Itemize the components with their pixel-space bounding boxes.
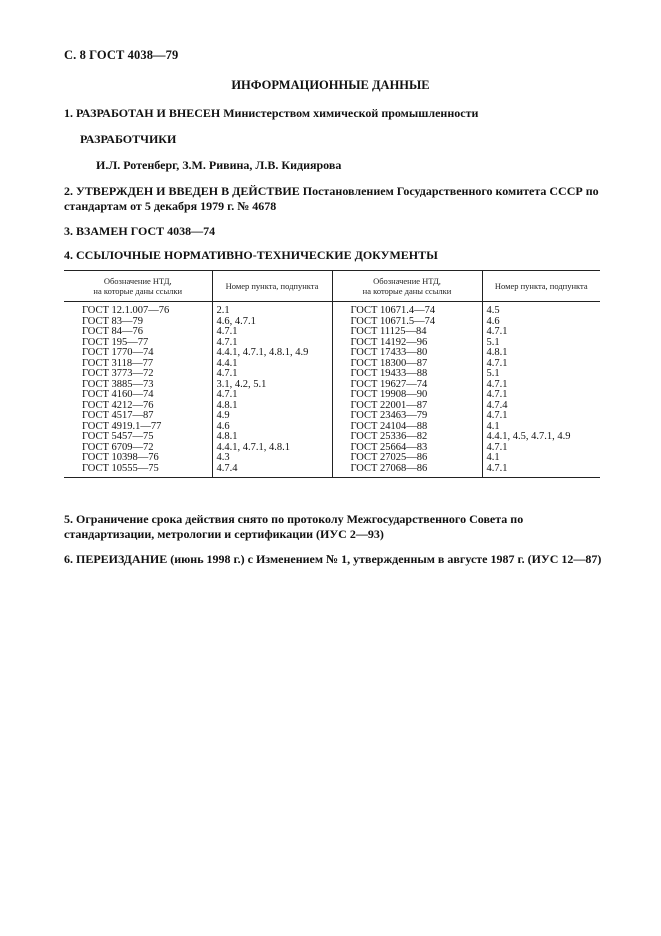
table-row <box>64 348 600 359</box>
references-table <box>64 270 600 478</box>
table-cell: 4.7.1 <box>212 338 332 349</box>
table-cell: 4.7.4 <box>212 464 332 478</box>
table-cell: 4.7.1 <box>486 326 508 337</box>
table-cell: ГОСТ 25664—83 <box>332 443 482 454</box>
developers-list: И.Л. Ротенберг, З.М. Ривина, Л.В. Кидиярова <box>96 158 342 172</box>
table-row <box>64 411 600 422</box>
table-header-row <box>64 271 600 302</box>
section-3-number: 3. <box>64 224 73 238</box>
table-cell: 4.9 <box>212 411 332 422</box>
table-cell: 4.4.1, 4.7.1, 4.8.1, 4.9 <box>212 348 332 359</box>
table-cell: 4.7.1 <box>486 441 508 453</box>
table-cell: 4.8.1 <box>212 432 332 443</box>
table-cell: ГОСТ 14192—96 <box>332 338 482 349</box>
section-3-heading: ВЗАМЕН ГОСТ 4038—74 <box>76 224 216 238</box>
table-cell: 4.4.1, 4.5, 4.7.1, 4.9 <box>486 431 571 442</box>
table-cell: 4.1 <box>486 452 500 463</box>
table-cell: 4.6, 4.7.1 <box>212 317 332 328</box>
table-cell: ГОСТ 6709—72 <box>64 443 212 454</box>
table-cell: ГОСТ 27068—86 <box>332 464 482 478</box>
section-6-number: 6. <box>64 552 73 566</box>
table-cell: ГОСТ 10671.5—74 <box>332 317 482 328</box>
section-5-number: 5. <box>64 512 73 526</box>
table-cell: 4.7.1 <box>212 327 332 338</box>
table-cell: 4.7.1 <box>486 410 508 421</box>
page-header: С. 8 ГОСТ 4038—79 <box>64 48 179 62</box>
table-cell: ГОСТ 19627—74 <box>332 380 482 391</box>
section-4-heading: ССЫЛОЧНЫЕ НОРМАТИВНО-ТЕХНИЧЕСКИЕ ДОКУМЕНТЫ <box>76 248 438 262</box>
table-cell: 4.7.1 <box>486 357 508 369</box>
table-cell: 4.3 <box>212 453 332 464</box>
table-cell: 4.5 <box>486 305 500 316</box>
col-header-ntd-line2: на которые даны ссылки <box>362 286 452 296</box>
table-cell: 5.1 <box>486 336 500 348</box>
table-cell: ГОСТ 10671.4—74 <box>332 302 482 317</box>
table-cell: ГОСТ 24104—88 <box>332 422 482 433</box>
table-cell: ГОСТ 3773—72 <box>64 369 212 380</box>
table-cell: ГОСТ 11125—84 <box>332 327 482 338</box>
table-cell: ГОСТ 3118—77 <box>64 359 212 370</box>
section-2-number: 2. <box>64 184 73 198</box>
section-2 <box>64 184 604 214</box>
table-cell: 4.8.1 <box>212 401 332 412</box>
table-cell: ГОСТ 4160—74 <box>64 390 212 401</box>
table-cell: ГОСТ 19433—88 <box>332 369 482 380</box>
table-cell: ГОСТ 18300—87 <box>332 359 482 370</box>
table-cell: 4.8.1 <box>486 347 508 358</box>
table-cell: ГОСТ 4919.1—77 <box>64 422 212 433</box>
table-cell: 4.7.1 <box>486 378 508 390</box>
table-cell: ГОСТ 10398—76 <box>64 453 212 464</box>
section-1-text: Министерством химической промышленности <box>220 106 479 120</box>
col-header-ntd-line1: Обозначение НТД, <box>103 276 172 286</box>
table-row <box>64 317 600 328</box>
section-2-text: Постановлением Государственного комитета СССР по стандартам от 5 декабря 1979 г. № 4678 <box>64 184 599 213</box>
table-cell: ГОСТ 1770—74 <box>64 348 212 359</box>
doc-title: ИНФОРМАЦИОННЫЕ ДАННЫЕ <box>231 78 430 92</box>
table-cell: 2.1 <box>212 302 332 317</box>
col-header-ntd-left <box>64 271 212 302</box>
table-cell: ГОСТ 12.1.007—76 <box>64 302 212 317</box>
col-header-point-left: Номер пункта, подпункта <box>212 271 332 302</box>
section-5-text: Ограничение срока действия снято по протоколу Межгосударственного Совета по стандартизации, метрологии и сертификации (ИУС 2—93) <box>64 512 524 541</box>
section-1-heading: РАЗРАБОТАН И ВНЕСЕН <box>76 106 221 120</box>
table-cell: 4.6 <box>212 422 332 433</box>
section-6 <box>64 552 604 567</box>
table-cell: ГОСТ 4212—76 <box>64 401 212 412</box>
section-6-text: (июнь 1998 г.) с Изменением № 1, утвержденным в августе 1987 г. (ИУС 12—87) <box>167 552 602 566</box>
table-cell: ГОСТ 195—77 <box>64 338 212 349</box>
section-6-heading: ПЕРЕИЗДАНИЕ <box>76 552 168 566</box>
table-cell: ГОСТ 5457—75 <box>64 432 212 443</box>
table-row <box>64 432 600 443</box>
table-cell: 4.7.1 <box>212 369 332 380</box>
table-cell: ГОСТ 10555—75 <box>64 464 212 478</box>
developers-label: РАЗРАБОТЧИКИ <box>80 132 177 146</box>
table-cell: ГОСТ 3885—73 <box>64 380 212 391</box>
table-cell: ГОСТ 84—76 <box>64 327 212 338</box>
table-row <box>64 327 600 338</box>
table-cell: 4.7.4 <box>486 399 508 411</box>
table-cell: 5.1 <box>486 368 500 379</box>
table-cell: 4.6 <box>486 315 500 327</box>
table-row <box>64 390 600 401</box>
table-cell: 4.7.1 <box>482 464 600 478</box>
col-header-point-right: Номер пункта, подпункта <box>482 271 600 302</box>
table-cell: 4.7.1 <box>212 390 332 401</box>
table-row <box>64 464 600 478</box>
section-2-heading: УТВЕРЖДЕН И ВВЕДЕН В ДЕЙСТВИЕ <box>76 184 300 198</box>
table-cell: 3.1, 4.2, 5.1 <box>212 380 332 391</box>
table-cell: 4.4.1, 4.7.1, 4.8.1 <box>212 443 332 454</box>
section-1 <box>64 106 604 121</box>
table-cell: ГОСТ 19908—90 <box>332 390 482 401</box>
table-cell: 4.1 <box>486 420 500 432</box>
table-cell: ГОСТ 4517—87 <box>64 411 212 422</box>
table-row <box>64 369 600 380</box>
col-header-ntd-line2: на которые даны ссылки <box>93 286 183 296</box>
section-4-number: 4. <box>64 248 73 262</box>
table-cell: ГОСТ 27025—86 <box>332 453 482 464</box>
table-row <box>64 302 600 317</box>
section-4 <box>64 248 604 263</box>
table-cell: 4.4.1 <box>212 359 332 370</box>
table-cell: ГОСТ 23463—79 <box>332 411 482 422</box>
section-3 <box>64 224 604 239</box>
section-5 <box>64 512 604 542</box>
col-header-ntd-right <box>332 271 482 302</box>
table-cell: ГОСТ 17433—80 <box>332 348 482 359</box>
table-cell: ГОСТ 22001—87 <box>332 401 482 412</box>
table-cell: ГОСТ 83—79 <box>64 317 212 328</box>
table-row <box>64 453 600 464</box>
table-cell: ГОСТ 25336—82 <box>332 432 482 443</box>
col-header-ntd-line1: Обозначение НТД, <box>373 276 441 286</box>
table-cell: 4.7.1 <box>486 389 508 400</box>
section-1-number: 1. <box>64 106 73 120</box>
